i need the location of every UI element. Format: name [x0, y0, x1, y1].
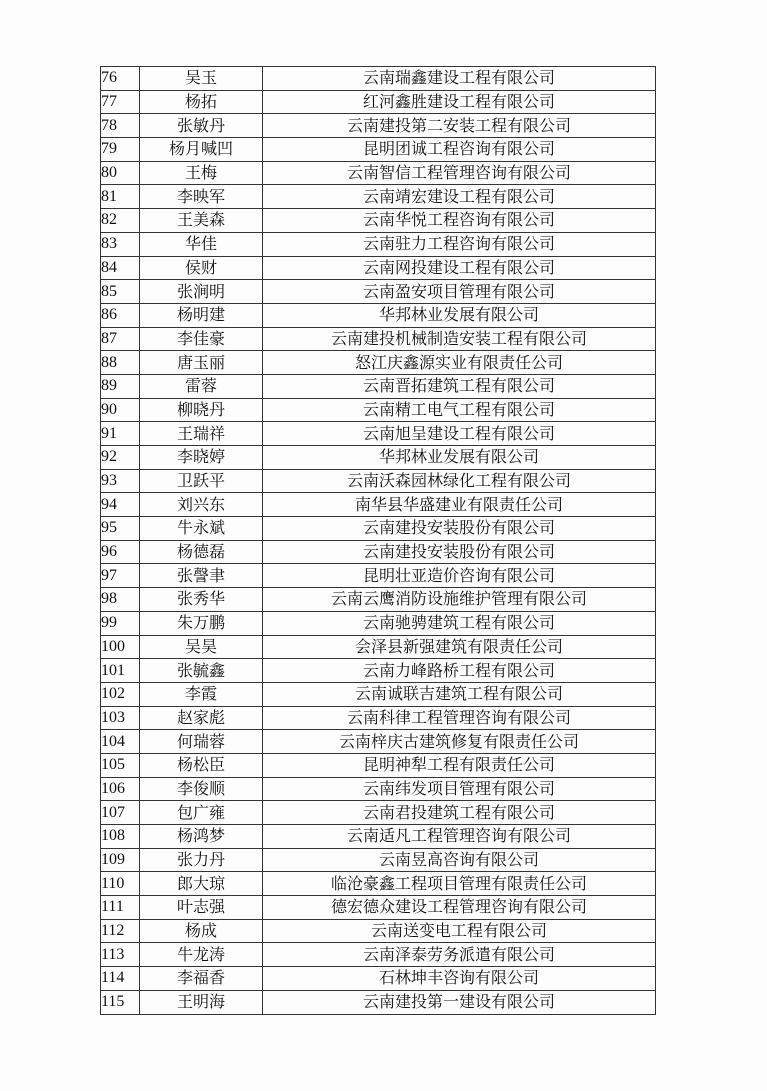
- row-number-cell: 100: [101, 635, 140, 659]
- company-name-cell: 红河鑫胜建设工程有限公司: [263, 90, 656, 114]
- person-name-cell: 何瑞蓉: [140, 730, 263, 754]
- row-number-cell: 110: [101, 872, 140, 896]
- company-name-cell: 昆明壮亚造价咨询有限公司: [263, 564, 656, 588]
- table-row: [101, 280, 656, 304]
- company-name-cell: 云南科律工程管理咨询有限公司: [263, 706, 656, 730]
- table-row: [101, 138, 656, 162]
- person-name-cell: 张毓鑫: [140, 659, 263, 683]
- person-name-cell: 侯财: [140, 256, 263, 280]
- company-name-cell: 云南沃森园林绿化工程有限公司: [263, 469, 656, 493]
- person-name-cell: 王梅: [140, 161, 263, 185]
- person-name-cell: 柳晓丹: [140, 398, 263, 422]
- person-name-cell: 杨松臣: [140, 753, 263, 777]
- person-name-cell: 杨成: [140, 919, 263, 943]
- table-row: [101, 303, 656, 327]
- person-name-cell: 李俊顺: [140, 777, 263, 801]
- table-row: [101, 967, 656, 991]
- company-name-cell: 云南盈安项目管理有限公司: [263, 280, 656, 304]
- table-row: [101, 161, 656, 185]
- company-name-cell: 云南纬发项目管理有限公司: [263, 777, 656, 801]
- person-name-cell: 吴玉: [140, 67, 263, 91]
- row-number-cell: 93: [101, 469, 140, 493]
- person-name-cell: 牛龙涛: [140, 943, 263, 967]
- row-number-cell: 99: [101, 611, 140, 635]
- row-number-cell: 89: [101, 374, 140, 398]
- company-name-cell: 云南精工电气工程有限公司: [263, 398, 656, 422]
- table-row: [101, 801, 656, 825]
- company-name-cell: 怒江庆鑫源实业有限责任公司: [263, 351, 656, 375]
- company-name-cell: 云南君投建筑工程有限公司: [263, 801, 656, 825]
- table-row: [101, 493, 656, 517]
- table-row: [101, 564, 656, 588]
- table-row: [101, 825, 656, 849]
- row-number-cell: 91: [101, 422, 140, 446]
- person-name-cell: 牛永斌: [140, 517, 263, 541]
- row-number-cell: 105: [101, 753, 140, 777]
- table-row: [101, 848, 656, 872]
- company-name-cell: 云南昱高咨询有限公司: [263, 848, 656, 872]
- company-name-cell: 云南力峰路桥工程有限公司: [263, 659, 656, 683]
- row-number-cell: 104: [101, 730, 140, 754]
- table-row: [101, 659, 656, 683]
- row-number-cell: 95: [101, 517, 140, 541]
- table-row: [101, 517, 656, 541]
- company-name-cell: 云南瑞鑫建设工程有限公司: [263, 67, 656, 91]
- company-name-cell: 云南旭呈建设工程有限公司: [263, 422, 656, 446]
- row-number-cell: 111: [101, 896, 140, 920]
- company-name-cell: 云南驰骋建筑工程有限公司: [263, 611, 656, 635]
- table-row: [101, 422, 656, 446]
- table-row: [101, 896, 656, 920]
- row-number-cell: 80: [101, 161, 140, 185]
- table-row: [101, 232, 656, 256]
- table-row: [101, 777, 656, 801]
- person-name-cell: 吴昊: [140, 635, 263, 659]
- person-name-cell: 李映军: [140, 185, 263, 209]
- table-row: [101, 588, 656, 612]
- row-number-cell: 108: [101, 825, 140, 849]
- roster-table: [100, 66, 656, 1015]
- table-row: [101, 730, 656, 754]
- company-name-cell: 云南智信工程管理咨询有限公司: [263, 161, 656, 185]
- company-name-cell: 南华县华盛建业有限责任公司: [263, 493, 656, 517]
- company-name-cell: 云南云鹰消防设施维护管理有限公司: [263, 588, 656, 612]
- person-name-cell: 张涧明: [140, 280, 263, 304]
- person-name-cell: 张敏丹: [140, 114, 263, 138]
- row-number-cell: 79: [101, 138, 140, 162]
- table-row: [101, 114, 656, 138]
- company-name-cell: 云南晋拓建筑工程有限公司: [263, 374, 656, 398]
- row-number-cell: 78: [101, 114, 140, 138]
- table-row: [101, 398, 656, 422]
- person-name-cell: 王美森: [140, 209, 263, 233]
- person-name-cell: 卫跃平: [140, 469, 263, 493]
- row-number-cell: 81: [101, 185, 140, 209]
- company-name-cell: 华邦林业发展有限公司: [263, 446, 656, 470]
- table-row: [101, 209, 656, 233]
- row-number-cell: 114: [101, 967, 140, 991]
- table-row: [101, 611, 656, 635]
- row-number-cell: 107: [101, 801, 140, 825]
- row-number-cell: 98: [101, 588, 140, 612]
- person-name-cell: 王瑞祥: [140, 422, 263, 446]
- person-name-cell: 朱万鹏: [140, 611, 263, 635]
- table-row: [101, 753, 656, 777]
- table-row: [101, 540, 656, 564]
- row-number-cell: 97: [101, 564, 140, 588]
- table-row: [101, 256, 656, 280]
- table-row: [101, 327, 656, 351]
- person-name-cell: 唐玉丽: [140, 351, 263, 375]
- table-row: [101, 919, 656, 943]
- company-name-cell: 石林坤丰咨询有限公司: [263, 967, 656, 991]
- row-number-cell: 87: [101, 327, 140, 351]
- roster-table-body: [101, 67, 656, 1015]
- company-name-cell: 云南适凡工程管理咨询有限公司: [263, 825, 656, 849]
- row-number-cell: 96: [101, 540, 140, 564]
- company-name-cell: 云南网投建设工程有限公司: [263, 256, 656, 280]
- person-name-cell: 李福香: [140, 967, 263, 991]
- row-number-cell: 113: [101, 943, 140, 967]
- person-name-cell: 雷蓉: [140, 374, 263, 398]
- table-row: [101, 872, 656, 896]
- company-name-cell: 云南建投机械制造安装工程有限公司: [263, 327, 656, 351]
- row-number-cell: 94: [101, 493, 140, 517]
- row-number-cell: 109: [101, 848, 140, 872]
- table-row: [101, 706, 656, 730]
- company-name-cell: 云南建投第二安装工程有限公司: [263, 114, 656, 138]
- row-number-cell: 92: [101, 446, 140, 470]
- row-number-cell: 103: [101, 706, 140, 730]
- person-name-cell: 叶志强: [140, 896, 263, 920]
- row-number-cell: 101: [101, 659, 140, 683]
- company-name-cell: 云南建投安装股份有限公司: [263, 540, 656, 564]
- row-number-cell: 88: [101, 351, 140, 375]
- person-name-cell: 李晓婷: [140, 446, 263, 470]
- company-name-cell: 云南诚联吉建筑工程有限公司: [263, 682, 656, 706]
- table-row: [101, 990, 656, 1014]
- person-name-cell: 华佳: [140, 232, 263, 256]
- person-name-cell: 郎大琼: [140, 872, 263, 896]
- company-name-cell: 昆明神犁工程有限责任公司: [263, 753, 656, 777]
- table-row: [101, 90, 656, 114]
- company-name-cell: 德宏德众建设工程管理咨询有限公司: [263, 896, 656, 920]
- person-name-cell: 杨明建: [140, 303, 263, 327]
- row-number-cell: 77: [101, 90, 140, 114]
- person-name-cell: 杨鸿梦: [140, 825, 263, 849]
- person-name-cell: 杨拓: [140, 90, 263, 114]
- row-number-cell: 84: [101, 256, 140, 280]
- company-name-cell: 云南驻力工程咨询有限公司: [263, 232, 656, 256]
- company-name-cell: 云南建投第一建设有限公司: [263, 990, 656, 1014]
- table-row: [101, 351, 656, 375]
- table-row: [101, 446, 656, 470]
- person-name-cell: 张秀华: [140, 588, 263, 612]
- row-number-cell: 112: [101, 919, 140, 943]
- row-number-cell: 90: [101, 398, 140, 422]
- person-name-cell: 杨月喊凹: [140, 138, 263, 162]
- row-number-cell: 102: [101, 682, 140, 706]
- table-row: [101, 374, 656, 398]
- company-name-cell: 华邦林业发展有限公司: [263, 303, 656, 327]
- company-name-cell: 云南泽泰劳务派遣有限公司: [263, 943, 656, 967]
- company-name-cell: 云南华悦工程咨询有限公司: [263, 209, 656, 233]
- row-number-cell: 76: [101, 67, 140, 91]
- row-number-cell: 86: [101, 303, 140, 327]
- table-row: [101, 682, 656, 706]
- row-number-cell: 85: [101, 280, 140, 304]
- row-number-cell: 83: [101, 232, 140, 256]
- person-name-cell: 杨德磊: [140, 540, 263, 564]
- company-name-cell: 云南梓庆古建筑修复有限责任公司: [263, 730, 656, 754]
- person-name-cell: 王明海: [140, 990, 263, 1014]
- person-name-cell: 包广雍: [140, 801, 263, 825]
- person-name-cell: 赵家彪: [140, 706, 263, 730]
- company-name-cell: 云南建投安装股份有限公司: [263, 517, 656, 541]
- person-name-cell: 李佳豪: [140, 327, 263, 351]
- table-row: [101, 943, 656, 967]
- company-name-cell: 云南送变电工程有限公司: [263, 919, 656, 943]
- company-name-cell: 临沧豪鑫工程项目管理有限责任公司: [263, 872, 656, 896]
- table-row: [101, 185, 656, 209]
- company-name-cell: 会泽县新强建筑有限责任公司: [263, 635, 656, 659]
- person-name-cell: 刘兴东: [140, 493, 263, 517]
- company-name-cell: 昆明团诚工程咨询有限公司: [263, 138, 656, 162]
- person-name-cell: 李霞: [140, 682, 263, 706]
- table-row: [101, 635, 656, 659]
- row-number-cell: 106: [101, 777, 140, 801]
- table-row: [101, 67, 656, 91]
- company-name-cell: 云南靖宏建设工程有限公司: [263, 185, 656, 209]
- row-number-cell: 115: [101, 990, 140, 1014]
- table-row: [101, 469, 656, 493]
- row-number-cell: 82: [101, 209, 140, 233]
- person-name-cell: 张力丹: [140, 848, 263, 872]
- person-name-cell: 张謦聿: [140, 564, 263, 588]
